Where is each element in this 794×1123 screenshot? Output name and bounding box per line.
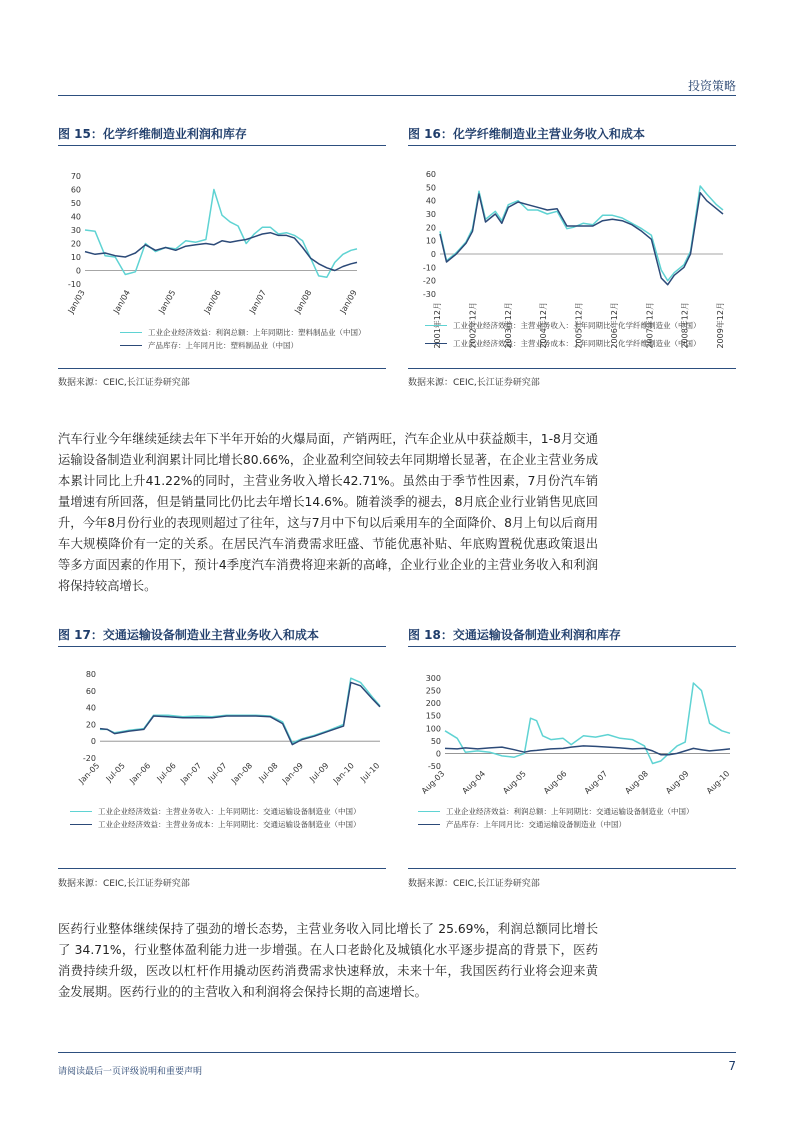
legend-label: 工业企业经济效益：主营业务收入：上年同期比：交通运输设备制造业（中国） [98,807,361,816]
y-tick-label: -10 [422,263,436,273]
figure-18-title: 图 18：交通运输设备制造业利润和库存 [408,628,621,642]
x-tick-label: Jan/04 [111,288,133,315]
y-tick-label: 60 [70,185,81,195]
y-tick-label: 300 [425,674,441,683]
series-line-dark [85,233,357,271]
series-line-light [85,190,357,278]
x-tick-label: 2004年12月 [539,302,549,349]
figure-16-legend [425,320,735,351]
figure-18-top-rule [408,646,736,647]
y-tick-label: -20 [82,754,96,763]
x-tick-label: Jan-06 [127,761,153,786]
x-tick-label: 2008年12月 [680,302,690,349]
x-tick-label: Jan/09 [338,288,359,315]
y-tick-label: 60 [85,686,96,696]
y-tick-label: 250 [425,686,441,696]
report-section-title: 投资策略 [687,79,736,93]
x-tick-label: Jan/06 [202,288,223,315]
footer-divider [58,1052,736,1053]
y-tick-label: 40 [425,196,436,206]
figure-17-legend [70,806,382,832]
figure-15-title: 图 15：化学纤维制造业利润和库存 [58,127,247,141]
x-tick-label: Jan/05 [156,288,178,315]
footer-disclaimer-link[interactable]: 请阅读最后一页评级说明和重要声明 [58,1067,203,1077]
figure-16-bottom-rule [408,368,736,369]
legend-label: 工业企业经济效益：主营业务收入：上年同期比：化学纤维制造业（中国） [453,321,701,330]
series-line-dark [100,682,380,744]
x-tick-label: Jan-05 [77,761,102,786]
x-tick-label: Jan/07 [247,288,269,315]
figure-15-legend [120,327,380,353]
page-number: 7 [728,1059,736,1073]
y-tick-label: 40 [85,703,96,713]
x-tick-label: Aug-07 [582,769,610,796]
y-tick-label: 0 [435,749,441,759]
header-divider [58,95,736,96]
figure-18-chart [410,652,735,802]
figure-18-legend [418,806,733,832]
figure-16-top-rule [408,145,736,146]
x-tick-label: 2009年12月 [716,302,725,349]
legend-label: 工业企业经济效益：主营业务成本：上年同期比：化学纤维制造业（中国） [453,339,701,348]
x-tick-label: Jan/08 [292,288,314,315]
legend-label: 工业企业经济效益：利润总额：上年同期比：塑料制品业（中国） [148,328,366,337]
y-tick-label: 0 [430,250,436,259]
figure-17-chart [60,652,385,802]
x-tick-label: Aug-08 [623,769,650,796]
figure-15-top-rule [58,145,386,146]
x-tick-label: Aug-04 [460,769,488,796]
legend-swatch-dark [120,345,142,346]
y-tick-label: 50 [425,183,436,193]
x-tick-label: 2003年12月 [503,302,513,349]
legend-swatch-dark [70,824,92,825]
x-tick-label: Aug-10 [704,769,732,796]
x-tick-label: Jan/03 [66,288,87,315]
figure-16-source: 数据来源：CEIC,长江证券研究部 [408,378,540,388]
legend-swatch-light [425,325,447,326]
y-tick-label: 200 [425,699,441,709]
y-tick-label: 40 [70,212,81,222]
y-tick-label: -30 [422,290,436,299]
series-line-light [445,683,730,764]
body-paragraph-pharma: 医药行业整体继续保持了强劲的增长态势，主营业务收入同比增长了 25.69%，利润总额同比增长了 34.71%，行业整体盈利能力进一步增强。在人口老龄化及城镇化水平逐步提高的背景下，医药消费持续升级，医改以杠杆作用撬动医药消费需求快速释放，未来十年，我国医药行业将会迎来黄金发展期。医药行业的的主营收入和利润将会保持长期的高速增长。 [58,922,598,999]
x-tick-label: Jul-10 [358,761,382,784]
x-tick-label: Jan-09 [280,761,306,786]
chart-svg [60,652,385,802]
figure-17-title: 图 17：交通运输设备制造业主营业务收入和成本 [58,628,319,642]
x-tick-label: Jul-07 [206,761,229,784]
legend-swatch-light [70,811,92,812]
x-tick-label: 2006年12月 [609,302,619,349]
x-tick-label: Jul-09 [308,761,331,784]
x-tick-label: Jul-06 [155,761,178,784]
y-tick-label: 60 [425,170,436,179]
chart-svg [410,652,735,802]
figure-16-title: 图 16：化学纤维制造业主营业务收入和成本 [408,127,645,141]
x-tick-label: 2005年12月 [574,302,584,349]
figure-15-source: 数据来源：CEIC,长江证券研究部 [58,378,190,388]
legend-swatch-dark [418,824,440,825]
y-tick-label: 0 [75,266,81,276]
legend-label: 产品库存：上年同月比：交通运输设备制造业（中国） [446,820,626,829]
y-tick-label: 50 [430,736,441,746]
x-tick-label: Aug-09 [664,769,691,796]
x-tick-label: 2007年12月 [645,302,655,349]
series-line-dark [440,193,723,285]
y-tick-label: 20 [85,720,96,730]
figure-17-bottom-rule [58,868,386,869]
x-tick-label: Jul-05 [104,761,127,784]
x-tick-label: Jul-08 [257,761,280,784]
y-tick-label: 70 [70,172,81,181]
y-tick-label: -10 [67,280,81,289]
y-tick-label: 30 [70,226,81,235]
y-tick-label: 50 [70,199,81,208]
legend-label: 产品库存：上年同月比：塑料制品业（中国） [148,341,298,350]
legend-swatch-light [120,332,142,333]
y-tick-label: 30 [425,210,436,219]
x-tick-label: Aug-03 [419,769,447,796]
series-line-light [440,186,723,281]
figure-17-source: 数据来源：CEIC,长江证券研究部 [58,879,190,889]
y-tick-label: 0 [90,737,96,747]
x-tick-label: 2002年12月 [468,302,478,349]
figure-17-top-rule [58,646,386,647]
legend-label: 工业企业经济效益：利润总额：上年同期比：交通运输设备制造业（中国） [446,807,694,816]
legend-swatch-dark [425,343,447,344]
legend-swatch-light [418,811,440,812]
body-paragraph-auto: 汽车行业今年继续延续去年下半年开始的火爆局面，产销两旺，汽车企业从中获益颇丰，1-8月交通运输设备制造业利润累计同比增长80.66%，企业盈利空间较去年同期增长显著，在企业主营业务成本累计同比上升41.22%的同时，主营业务收入增长42.71%。虽然由于季节性因素，7月份汽车销量增速有所回落，但是销量同比仍比去年增长14.6%。随着淡季的褪去，8月底企业行业销售见底回升，今年8月份行业的表现则超过了往年，这与7月中下旬以后乘用车的全面降价、8月上旬以后商用车大规模降价有一定的关系。在居民汽车消费需求旺盛、节能优惠补贴、年底购置税优惠政策退出等多方面因素的作用下，预计4季度汽车消费将迎来新的高峰，企业行业企业的主营业务收入和利润将保持较高增长。 [58,432,598,593]
x-tick-label: Aug-06 [541,769,569,796]
x-tick-label: 2001年12月 [433,302,442,349]
y-tick-label: 20 [70,239,81,249]
x-tick-label: Jan-10 [331,761,356,786]
y-tick-label: -20 [422,276,436,286]
y-tick-label: 80 [85,670,96,679]
x-tick-label: Aug-05 [501,769,528,796]
y-tick-label: 100 [425,724,441,734]
y-tick-label: 20 [425,223,436,233]
figure-15-bottom-rule [58,368,386,369]
x-tick-label: Jan-08 [229,761,255,786]
x-tick-label: Jan-07 [178,761,204,786]
series-line-light [100,678,380,743]
figure-18-bottom-rule [408,868,736,869]
legend-label: 工业企业经济效益：主营业务成本：上年同期比：交通运输设备制造业（中国） [98,820,361,829]
y-tick-label: 10 [425,236,436,246]
y-tick-label: 150 [425,711,441,721]
figure-18-source: 数据来源：CEIC,长江证券研究部 [408,879,540,889]
y-tick-label: -50 [427,762,441,771]
y-tick-label: 10 [70,253,81,262]
